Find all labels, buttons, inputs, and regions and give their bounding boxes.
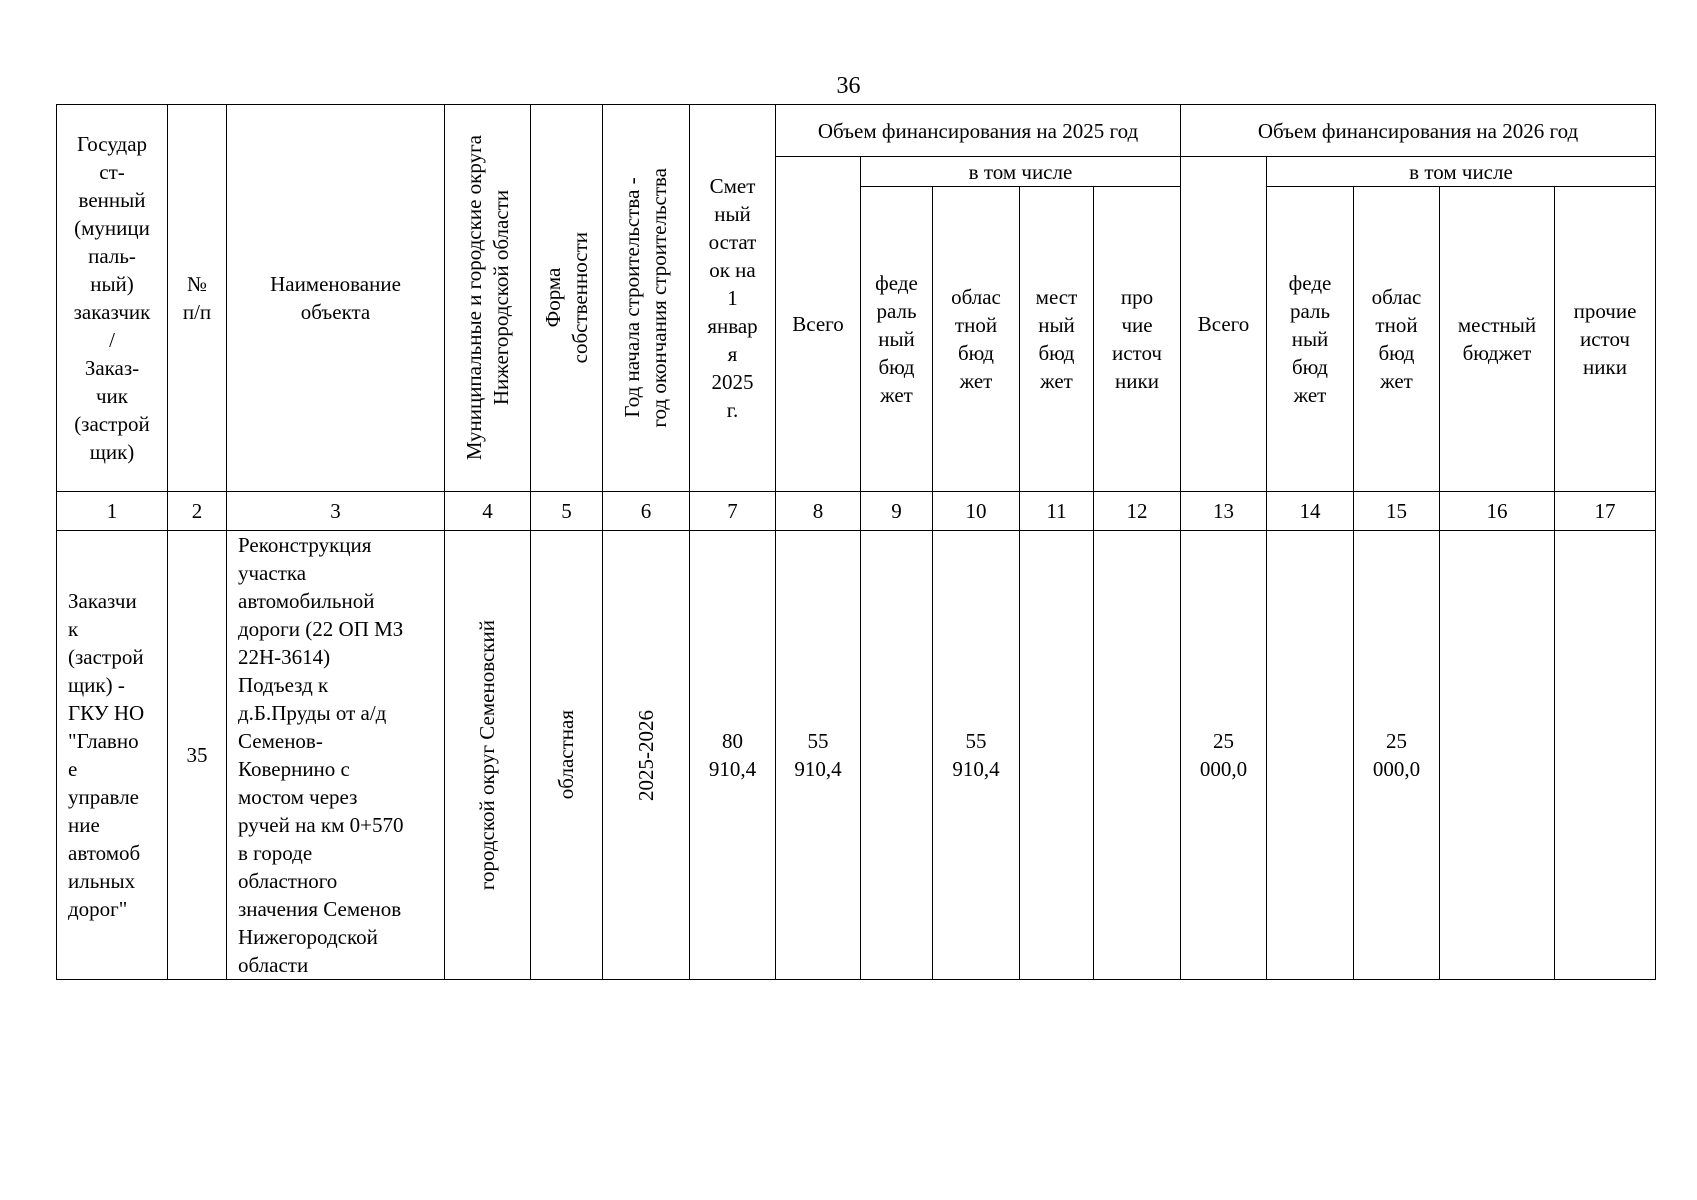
header-years: Год начала строительства - год окончания строительства [620, 168, 671, 428]
column-number: 10 [933, 492, 1020, 531]
column-number: 3 [227, 492, 445, 531]
column-number: 8 [776, 492, 861, 531]
row-ownership: областная [554, 710, 578, 800]
column-number: 11 [1020, 492, 1094, 531]
header-financing-2025: Объем финансирования на 2025 год [776, 105, 1181, 157]
column-number: 9 [861, 492, 933, 531]
table-row [57, 531, 1656, 980]
column-number: 6 [603, 492, 690, 531]
header-regional-2025: облас тной бюд жет [933, 187, 1020, 492]
row-local-2026 [1440, 531, 1555, 980]
header-local-2025: мест ный бюд жет [1020, 187, 1094, 492]
row-ownership-cell [531, 531, 603, 980]
row-district: городской округ Семеновский [475, 619, 499, 891]
header-other-2026: прочие источ ники [1555, 187, 1656, 492]
column-number: 1 [57, 492, 168, 531]
page-number: 36 [836, 73, 861, 99]
row-other-2026 [1555, 531, 1656, 980]
column-number: 7 [690, 492, 776, 531]
financing-table [56, 104, 1656, 980]
row-regional-2026: 25 000,0 [1354, 531, 1440, 980]
row-federal-2025 [861, 531, 933, 980]
header-district-cell [445, 105, 531, 492]
row-total-2026: 25 000,0 [1181, 531, 1267, 980]
header-including-2025: в том числе [861, 157, 1181, 187]
header-federal-2026: феде раль ный бюд жет [1267, 187, 1354, 492]
column-number: 16 [1440, 492, 1555, 531]
header-including-2026: в том числе [1267, 157, 1656, 187]
header-years-cell [603, 105, 690, 492]
header-local-2026: местный бюджет [1440, 187, 1555, 492]
header-total-2026: Всего [1181, 157, 1267, 492]
column-number: 13 [1181, 492, 1267, 531]
header-district: Муниципальные и городские округа Нижегородской области [461, 135, 513, 461]
header-ownership-cell [531, 105, 603, 492]
column-number: 12 [1094, 492, 1181, 531]
header-ownership: Форма собственности [540, 232, 592, 364]
row-years-cell [603, 531, 690, 980]
row-remainder: 80 910,4 [690, 531, 776, 980]
row-regional-2025: 55 910,4 [933, 531, 1020, 980]
row-years: 2025-2026 [633, 709, 658, 801]
header-number: № п/п [168, 105, 227, 492]
row-other-2025 [1094, 531, 1181, 980]
header-total-2025: Всего [776, 157, 861, 492]
row-federal-2026 [1267, 531, 1354, 980]
header-regional-2026: облас тной бюд жет [1354, 187, 1440, 492]
row-object-name: Реконструкция участка автомобильной дороги (22 ОП МЗ 22Н-3614) Подъезд к д.Б.Пруды от а/д Семенов- Ковернино с мостом через ручей на км 0+570 в городе областного значения Семенов Нижегородской области [227, 531, 445, 980]
column-number: 2 [168, 492, 227, 531]
column-number: 15 [1354, 492, 1440, 531]
column-number: 14 [1267, 492, 1354, 531]
column-number: 4 [445, 492, 531, 531]
row-district-cell [445, 531, 531, 980]
row-customer: Заказчи к (застрой щик) - ГКУ НО "Главно е управле ние автомоб ильных дорог" [57, 531, 168, 980]
header-object-name: Наименование объекта [227, 105, 445, 492]
row-local-2025 [1020, 531, 1094, 980]
row-total-2025: 55 910,4 [776, 531, 861, 980]
column-number: 17 [1555, 492, 1656, 531]
header-customer: Государ ст- венный (муници паль- ный) заказчик / Заказ- чик (застрой щик) [57, 105, 168, 492]
row-number: 35 [168, 531, 227, 980]
header-financing-2026: Объем финансирования на 2026 год [1181, 105, 1656, 157]
header-remainder: Смет ный остат ок на 1 январ я 2025 г. [690, 105, 776, 492]
column-number: 5 [531, 492, 603, 531]
header-other-2025: про чие источ ники [1094, 187, 1181, 492]
header-federal-2025: феде раль ный бюд жет [861, 187, 933, 492]
